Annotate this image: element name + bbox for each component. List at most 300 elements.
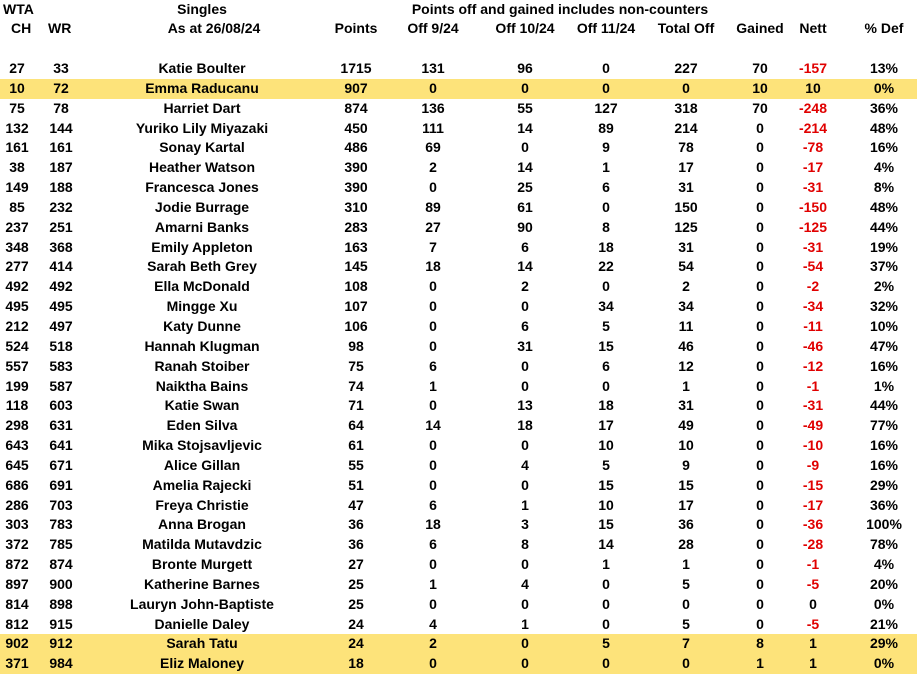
table-body bbox=[0, 59, 917, 674]
cell-wr: 691 bbox=[49, 476, 73, 493]
col-header-total-off: Total Off bbox=[657, 20, 715, 36]
cell-pct-def: 0% bbox=[873, 655, 895, 672]
cell-gained: 0 bbox=[756, 615, 764, 632]
cell-nett: -28 bbox=[802, 536, 824, 553]
cell-off-10-24: 25 bbox=[517, 179, 533, 196]
cell-wr: 874 bbox=[49, 556, 73, 573]
cell-off-10-24: 14 bbox=[517, 119, 533, 136]
cell-off-9-24: 0 bbox=[429, 298, 437, 315]
cell-off-9-24: 0 bbox=[429, 179, 437, 196]
table-row bbox=[0, 436, 917, 456]
cell-wr: 984 bbox=[49, 655, 73, 672]
table-row bbox=[0, 456, 917, 476]
cell-points: 61 bbox=[348, 437, 364, 454]
cell-off-11-24: 5 bbox=[602, 317, 610, 334]
cell-off-10-24: 18 bbox=[517, 417, 533, 434]
cell-pct-def: 20% bbox=[869, 575, 899, 592]
table-row bbox=[0, 654, 917, 674]
cell-points: 51 bbox=[348, 476, 364, 493]
cell-off-10-24: 4 bbox=[521, 575, 529, 592]
cell-points: 75 bbox=[348, 357, 364, 374]
cell-points: 390 bbox=[344, 179, 368, 196]
cell-points: 163 bbox=[344, 238, 368, 255]
cell-nett: -31 bbox=[802, 238, 824, 255]
table-row bbox=[0, 119, 917, 139]
table-row bbox=[0, 496, 917, 516]
table-row bbox=[0, 615, 917, 635]
cell-points: 1715 bbox=[340, 60, 372, 76]
cell-wr: 161 bbox=[49, 139, 73, 156]
cell-wr: 78 bbox=[53, 99, 69, 116]
cell-player: Naiktha Bains bbox=[155, 377, 249, 394]
table-row bbox=[0, 297, 917, 317]
cell-gained: 0 bbox=[756, 377, 764, 394]
table-row bbox=[0, 59, 917, 79]
cell-wr: 912 bbox=[49, 635, 73, 652]
table-row bbox=[0, 575, 917, 595]
cell-gained: 0 bbox=[756, 139, 764, 156]
cell-off-9-24: 2 bbox=[429, 635, 437, 652]
col-header-off-10-24: Off 10/24 bbox=[495, 20, 555, 36]
cell-off-11-24: 0 bbox=[602, 377, 610, 394]
cell-off-11-24: 5 bbox=[602, 456, 610, 473]
cell-off-9-24: 0 bbox=[429, 655, 437, 672]
cell-ch: 643 bbox=[5, 437, 29, 454]
cell-off-10-24: 6 bbox=[521, 317, 529, 334]
cell-pct-def: 47% bbox=[869, 337, 899, 354]
cell-points: 64 bbox=[348, 417, 364, 434]
cell-nett: -46 bbox=[802, 337, 824, 354]
cell-ch: 161 bbox=[5, 139, 29, 156]
cell-wr: 703 bbox=[49, 496, 73, 513]
cell-off-9-24: 6 bbox=[429, 496, 437, 513]
cell-player: Freya Christie bbox=[155, 496, 249, 513]
cell-ch: 237 bbox=[5, 218, 29, 235]
cell-ch: 495 bbox=[5, 298, 29, 315]
cell-off-10-24: 14 bbox=[517, 159, 533, 176]
cell-off-11-24: 0 bbox=[602, 575, 610, 592]
cell-off-10-24: 0 bbox=[521, 139, 529, 156]
cell-nett: -214 bbox=[798, 119, 828, 136]
col-header-nett: Nett bbox=[799, 20, 827, 36]
wta-label: WTA bbox=[3, 1, 34, 17]
cell-off-9-24: 0 bbox=[429, 317, 437, 334]
cell-off-10-24: 90 bbox=[517, 218, 533, 235]
cell-points: 36 bbox=[348, 516, 364, 533]
cell-ch: 372 bbox=[5, 536, 29, 553]
cell-off-10-24: 1 bbox=[521, 496, 529, 513]
cell-gained: 70 bbox=[752, 99, 768, 116]
cell-total-off: 17 bbox=[678, 159, 694, 176]
cell-total-off: 7 bbox=[682, 635, 690, 652]
cell-ch: 85 bbox=[9, 198, 25, 215]
cell-off-9-24: 0 bbox=[429, 437, 437, 454]
cell-nett: 10 bbox=[805, 79, 821, 96]
cell-off-11-24: 0 bbox=[602, 655, 610, 672]
cell-off-11-24: 18 bbox=[598, 238, 614, 255]
cell-player: Jodie Burrage bbox=[154, 198, 250, 215]
cell-off-10-24: 55 bbox=[517, 99, 533, 116]
cell-player: Emily Appleton bbox=[151, 238, 253, 255]
cell-off-9-24: 0 bbox=[429, 337, 437, 354]
cell-points: 874 bbox=[344, 99, 368, 116]
cell-off-10-24: 0 bbox=[521, 476, 529, 493]
cell-points: 55 bbox=[348, 456, 364, 473]
cell-off-9-24: 14 bbox=[425, 417, 441, 434]
cell-points: 18 bbox=[348, 655, 364, 672]
cell-total-off: 1 bbox=[682, 556, 690, 573]
cell-ch: 812 bbox=[5, 615, 29, 632]
cell-off-9-24: 111 bbox=[422, 119, 444, 136]
cell-player: Francesca Jones bbox=[145, 179, 259, 196]
cell-off-9-24: 4 bbox=[429, 615, 437, 632]
cell-pct-def: 48% bbox=[869, 198, 899, 215]
cell-ch: 27 bbox=[9, 60, 25, 76]
cell-wr: 583 bbox=[49, 357, 73, 374]
cell-points: 310 bbox=[344, 198, 368, 215]
cell-total-off: 31 bbox=[678, 397, 694, 414]
cell-points: 25 bbox=[348, 575, 364, 592]
cell-pct-def: 16% bbox=[869, 456, 899, 473]
cell-gained: 0 bbox=[756, 298, 764, 315]
cell-player: Ranah Stoiber bbox=[154, 357, 250, 374]
cell-ch: 902 bbox=[5, 635, 29, 652]
cell-pct-def: 16% bbox=[869, 357, 899, 374]
cell-pct-def: 1% bbox=[873, 377, 895, 394]
cell-nett: -5 bbox=[806, 615, 820, 632]
table-row bbox=[0, 238, 917, 258]
cell-points: 486 bbox=[344, 139, 368, 156]
cell-ch: 286 bbox=[5, 496, 29, 513]
cell-points: 907 bbox=[344, 79, 368, 96]
table-row bbox=[0, 178, 917, 198]
cell-off-11-24: 6 bbox=[602, 357, 610, 374]
cell-pct-def: 37% bbox=[869, 258, 899, 275]
cell-nett: 1 bbox=[809, 655, 817, 672]
cell-nett: -15 bbox=[802, 476, 824, 493]
cell-off-9-24: 6 bbox=[429, 357, 437, 374]
cell-off-9-24: 131 bbox=[421, 60, 445, 76]
cell-nett: -31 bbox=[802, 397, 824, 414]
cell-points: 450 bbox=[344, 119, 368, 136]
cell-pct-def: 8% bbox=[873, 179, 895, 196]
cell-nett: -1 bbox=[806, 556, 820, 573]
col-header-gained: Gained bbox=[736, 20, 784, 36]
cell-off-11-24: 10 bbox=[598, 496, 614, 513]
table-row bbox=[0, 377, 917, 397]
cell-off-9-24: 2 bbox=[429, 159, 437, 176]
cell-total-off: 0 bbox=[682, 595, 690, 612]
cell-off-9-24: 1 bbox=[429, 575, 437, 592]
col-header-as-at: As at 26/08/24 bbox=[167, 20, 261, 36]
cell-pct-def: 13% bbox=[869, 60, 899, 76]
cell-player: Amelia Rajecki bbox=[152, 476, 252, 493]
cell-points: 283 bbox=[344, 218, 368, 235]
cell-player: Lauryn John-Baptiste bbox=[130, 595, 274, 612]
cell-wr: 915 bbox=[49, 615, 73, 632]
table-row bbox=[0, 396, 917, 416]
cell-gained: 0 bbox=[756, 179, 764, 196]
table-row bbox=[0, 158, 917, 178]
cell-total-off: 150 bbox=[674, 198, 698, 215]
cell-off-10-24: 4 bbox=[521, 456, 529, 473]
cell-gained: 0 bbox=[756, 119, 764, 136]
cell-points: 27 bbox=[348, 556, 364, 573]
cell-off-10-24: 13 bbox=[517, 397, 533, 414]
cell-nett: -31 bbox=[802, 179, 824, 196]
cell-off-11-24: 18 bbox=[598, 397, 614, 414]
cell-points: 390 bbox=[344, 159, 368, 176]
cell-wr: 144 bbox=[49, 119, 73, 136]
table-row bbox=[0, 218, 917, 238]
cell-off-11-24: 8 bbox=[602, 218, 610, 235]
cell-gained: 0 bbox=[756, 218, 764, 235]
cell-pct-def: 44% bbox=[869, 218, 899, 235]
cell-total-off: 17 bbox=[678, 496, 694, 513]
cell-player: Katie Boulter bbox=[158, 60, 246, 76]
cell-pct-def: 4% bbox=[873, 159, 895, 176]
cell-off-10-24: 96 bbox=[517, 60, 533, 76]
cell-off-10-24: 0 bbox=[521, 635, 529, 652]
cell-player: Amarni Banks bbox=[154, 218, 250, 235]
cell-pct-def: 36% bbox=[869, 496, 899, 513]
cell-pct-def: 19% bbox=[869, 238, 899, 255]
cell-gained: 0 bbox=[756, 595, 764, 612]
cell-pct-def: 77% bbox=[869, 417, 899, 434]
cell-pct-def: 29% bbox=[869, 635, 899, 652]
cell-pct-def: 36% bbox=[869, 99, 899, 116]
cell-player: Sarah Beth Grey bbox=[147, 258, 257, 275]
cell-points: 47 bbox=[348, 496, 364, 513]
cell-ch: 686 bbox=[5, 476, 29, 493]
cell-off-11-24: 1 bbox=[602, 159, 610, 176]
cell-wr: 497 bbox=[49, 317, 73, 334]
cell-off-9-24: 0 bbox=[429, 278, 437, 295]
cell-off-11-24: 14 bbox=[598, 536, 614, 553]
cell-total-off: 1 bbox=[682, 377, 690, 394]
cell-off-9-24: 0 bbox=[429, 397, 437, 414]
cell-off-11-24: 0 bbox=[602, 79, 610, 96]
cell-points: 145 bbox=[344, 258, 368, 275]
cell-nett: -54 bbox=[802, 258, 824, 275]
cell-gained: 8 bbox=[756, 635, 764, 652]
cell-points: 24 bbox=[348, 615, 364, 632]
cell-wr: 898 bbox=[49, 595, 73, 612]
cell-nett: -78 bbox=[802, 139, 824, 156]
cell-nett: -10 bbox=[802, 437, 824, 454]
cell-off-11-24: 0 bbox=[602, 615, 610, 632]
cell-total-off: 5 bbox=[682, 575, 690, 592]
cell-total-off: 11 bbox=[678, 317, 694, 334]
cell-nett: -5 bbox=[806, 575, 820, 592]
cell-pct-def: 10% bbox=[869, 317, 899, 334]
col-header-off-9-24: Off 9/24 bbox=[407, 20, 459, 36]
cell-points: 36 bbox=[348, 536, 364, 553]
cell-ch: 199 bbox=[5, 377, 29, 394]
cell-wr: 72 bbox=[53, 79, 69, 96]
cell-player: Katy Dunne bbox=[163, 317, 241, 334]
cell-pct-def: 16% bbox=[869, 139, 899, 156]
cell-off-10-24: 14 bbox=[517, 258, 533, 275]
cell-wr: 641 bbox=[49, 437, 73, 454]
cell-off-11-24: 9 bbox=[602, 139, 610, 156]
cell-off-10-24: 8 bbox=[521, 536, 529, 553]
table-row bbox=[0, 476, 917, 496]
table-row bbox=[0, 535, 917, 555]
cell-total-off: 318 bbox=[674, 99, 698, 116]
cell-total-off: 9 bbox=[682, 456, 690, 473]
cell-total-off: 125 bbox=[674, 218, 698, 235]
cell-off-10-24: 3 bbox=[521, 516, 529, 533]
cell-pct-def: 44% bbox=[869, 397, 899, 414]
cell-total-off: 10 bbox=[678, 437, 694, 454]
cell-gained: 70 bbox=[752, 60, 768, 76]
cell-player: Anna Brogan bbox=[158, 516, 246, 533]
cell-player: Katherine Barnes bbox=[144, 575, 260, 592]
header-note: Points off and gained includes non-counters bbox=[411, 1, 709, 17]
table-row bbox=[0, 416, 917, 436]
cell-ch: 348 bbox=[5, 238, 29, 255]
cell-off-9-24: 1 bbox=[429, 377, 437, 394]
cell-nett: -150 bbox=[798, 198, 828, 215]
cell-wr: 518 bbox=[49, 337, 73, 354]
cell-player: Eden Silva bbox=[166, 417, 238, 434]
cell-pct-def: 16% bbox=[869, 437, 899, 454]
cell-gained: 0 bbox=[756, 417, 764, 434]
cell-off-9-24: 6 bbox=[429, 536, 437, 553]
cell-player: Eliz Maloney bbox=[159, 655, 245, 672]
cell-total-off: 31 bbox=[678, 238, 694, 255]
table-row bbox=[0, 79, 917, 99]
cell-nett: -36 bbox=[802, 516, 824, 533]
cell-total-off: 0 bbox=[682, 655, 690, 672]
cell-gained: 0 bbox=[756, 159, 764, 176]
cell-nett: -157 bbox=[798, 60, 828, 76]
cell-nett: -17 bbox=[802, 159, 824, 176]
table-row bbox=[0, 337, 917, 357]
table-row bbox=[0, 317, 917, 337]
cell-off-11-24: 0 bbox=[602, 60, 610, 76]
cell-points: 106 bbox=[344, 317, 368, 334]
cell-off-11-24: 89 bbox=[598, 119, 614, 136]
cell-ch: 492 bbox=[5, 278, 29, 295]
table-row bbox=[0, 634, 917, 654]
cell-wr: 188 bbox=[49, 179, 73, 196]
cell-off-11-24: 127 bbox=[594, 99, 618, 116]
col-header-pct-def: % Def bbox=[864, 20, 904, 36]
cell-gained: 0 bbox=[756, 516, 764, 533]
cell-ch: 645 bbox=[5, 456, 29, 473]
cell-off-9-24: 89 bbox=[425, 198, 441, 215]
cell-ch: 118 bbox=[5, 397, 29, 414]
cell-pct-def: 4% bbox=[873, 556, 895, 573]
cell-off-11-24: 10 bbox=[598, 437, 614, 454]
cell-pct-def: 0% bbox=[873, 79, 895, 96]
cell-points: 98 bbox=[348, 337, 364, 354]
cell-off-10-24: 0 bbox=[521, 556, 529, 573]
cell-player: Ella McDonald bbox=[154, 278, 250, 295]
cell-off-10-24: 31 bbox=[517, 337, 533, 354]
cell-gained: 0 bbox=[756, 437, 764, 454]
cell-player: Sonay Kartal bbox=[159, 139, 245, 156]
cell-ch: 897 bbox=[5, 575, 29, 592]
cell-pct-def: 48% bbox=[869, 119, 899, 136]
cell-off-10-24: 6 bbox=[521, 238, 529, 255]
cell-nett: -34 bbox=[802, 298, 824, 315]
cell-nett: -49 bbox=[802, 417, 824, 434]
cell-off-11-24: 17 bbox=[598, 417, 614, 434]
cell-ch: 814 bbox=[5, 595, 29, 612]
table-row bbox=[0, 277, 917, 297]
cell-player: Alice Gillan bbox=[163, 456, 241, 473]
cell-nett: -11 bbox=[803, 317, 823, 334]
cell-nett: 0 bbox=[809, 595, 817, 612]
cell-off-9-24: 0 bbox=[429, 79, 437, 96]
cell-off-9-24: 136 bbox=[421, 99, 445, 116]
cell-gained: 0 bbox=[756, 575, 764, 592]
table-row bbox=[0, 198, 917, 218]
cell-points: 108 bbox=[344, 278, 368, 295]
cell-total-off: 46 bbox=[678, 337, 694, 354]
cell-points: 24 bbox=[348, 635, 364, 652]
cell-off-11-24: 22 bbox=[598, 258, 614, 275]
singles-label: Singles bbox=[177, 1, 227, 17]
cell-off-11-24: 0 bbox=[602, 198, 610, 215]
cell-ch: 298 bbox=[5, 417, 29, 434]
cell-points: 25 bbox=[348, 595, 364, 612]
cell-off-9-24: 69 bbox=[425, 139, 441, 156]
cell-total-off: 5 bbox=[682, 615, 690, 632]
cell-ch: 371 bbox=[5, 655, 29, 672]
cell-player: Hannah Klugman bbox=[144, 337, 260, 354]
cell-gained: 0 bbox=[756, 476, 764, 493]
cell-pct-def: 78% bbox=[869, 536, 899, 553]
cell-total-off: 78 bbox=[678, 139, 694, 156]
cell-gained: 0 bbox=[756, 238, 764, 255]
table-row bbox=[0, 595, 917, 615]
cell-off-10-24: 0 bbox=[521, 298, 529, 315]
cell-gained: 0 bbox=[756, 496, 764, 513]
cell-wr: 187 bbox=[49, 159, 73, 176]
col-header-off-11-24: Off 11/24 bbox=[576, 20, 636, 36]
cell-total-off: 0 bbox=[682, 79, 690, 96]
col-header-ch: CH bbox=[11, 20, 32, 36]
cell-nett: -12 bbox=[802, 357, 824, 374]
cell-nett: -17 bbox=[802, 496, 824, 513]
cell-total-off: 49 bbox=[678, 417, 694, 434]
cell-gained: 0 bbox=[756, 456, 764, 473]
cell-total-off: 15 bbox=[678, 476, 694, 493]
cell-points: 107 bbox=[344, 298, 368, 315]
table-row bbox=[0, 357, 917, 377]
cell-player: Bronte Murgett bbox=[151, 556, 253, 573]
cell-player: Mingge Xu bbox=[166, 298, 238, 315]
cell-wr: 783 bbox=[49, 516, 73, 533]
cell-pct-def: 32% bbox=[869, 298, 899, 315]
cell-ch: 524 bbox=[5, 337, 29, 354]
cell-ch: 557 bbox=[5, 357, 29, 374]
cell-ch: 75 bbox=[9, 99, 25, 116]
cell-off-10-24: 0 bbox=[521, 357, 529, 374]
cell-off-9-24: 18 bbox=[425, 258, 441, 275]
cell-off-11-24: 15 bbox=[598, 516, 614, 533]
cell-ch: 212 bbox=[5, 317, 29, 334]
cell-total-off: 28 bbox=[678, 536, 694, 553]
cell-player: Yuriko Lily Miyazaki bbox=[135, 119, 269, 136]
cell-gained: 10 bbox=[752, 79, 768, 96]
cell-ch: 132 bbox=[5, 119, 29, 136]
cell-off-11-24: 5 bbox=[602, 635, 610, 652]
